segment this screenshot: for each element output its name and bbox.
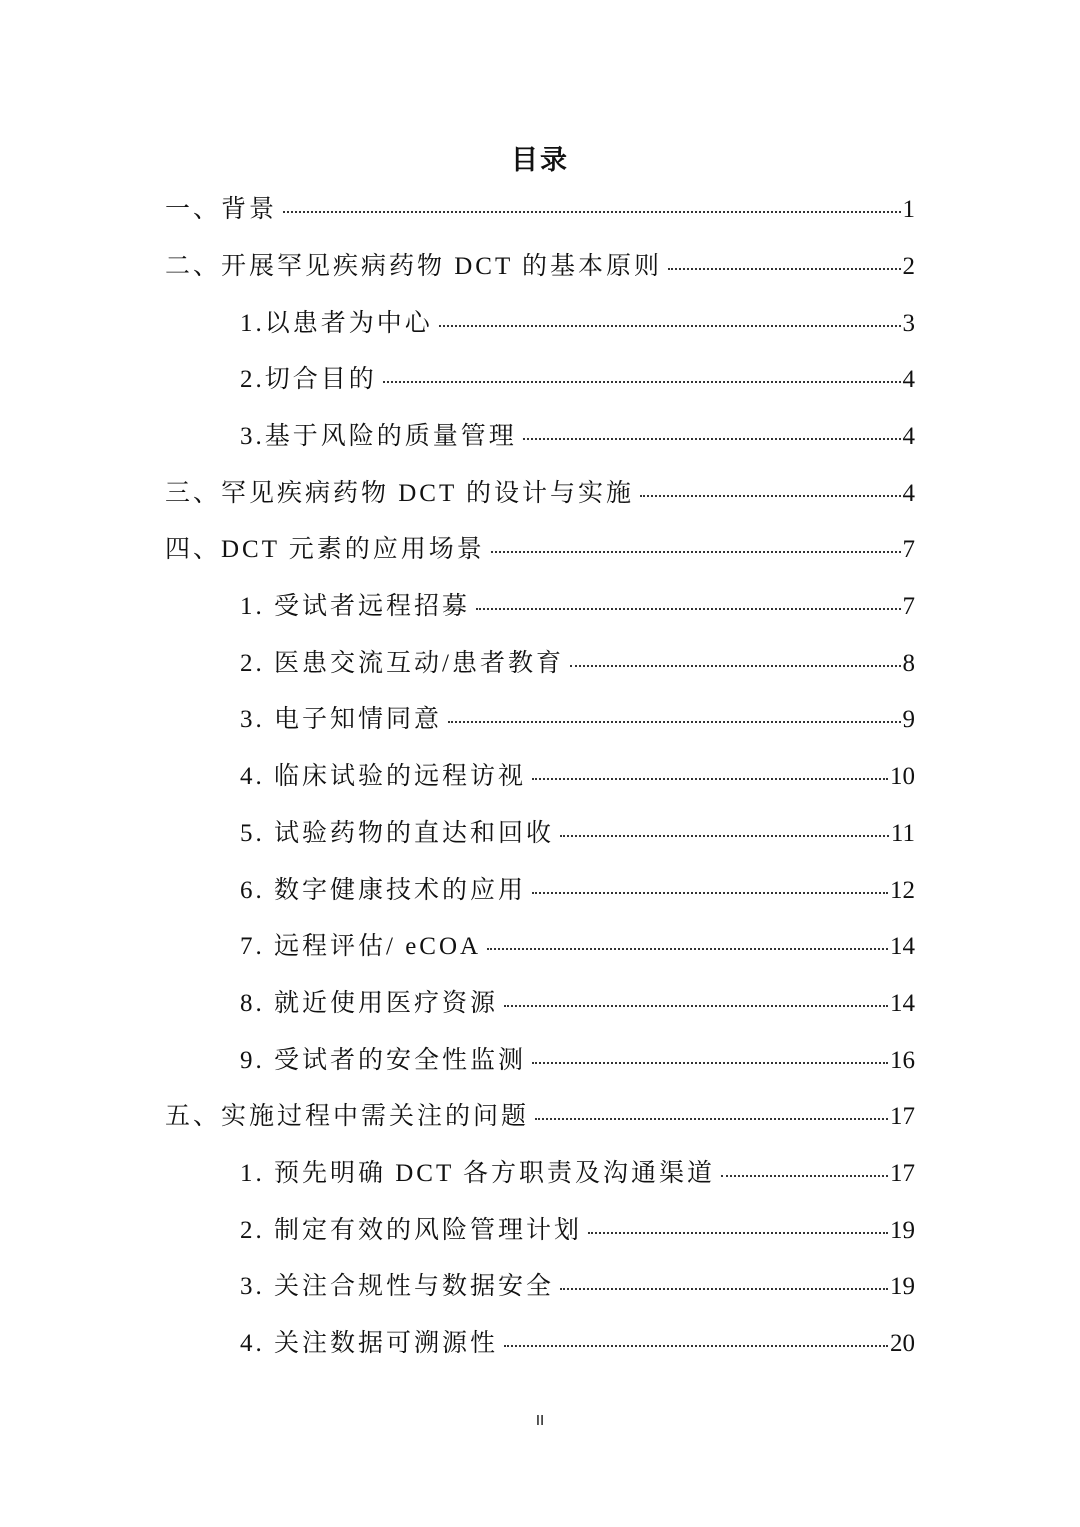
dot-leader <box>448 721 900 723</box>
toc-entry[interactable] <box>240 871 915 911</box>
toc-entry-page: 3 <box>902 310 915 337</box>
toc-entry-label: 四、DCT 元素的应用场景 <box>165 536 485 563</box>
toc-entry-page: 4 <box>902 366 915 393</box>
toc-entry-label: 5. 试验药物的直达和回收 <box>240 820 555 847</box>
dot-leader <box>721 1175 888 1177</box>
toc-entry-page: 8 <box>902 650 915 677</box>
toc-entry[interactable] <box>240 1267 915 1307</box>
dot-leader <box>560 835 889 837</box>
toc-entry-page: 17 <box>890 1103 915 1130</box>
toc-entry-page: 1 <box>902 196 915 223</box>
toc-entry-label: 7. 远程评估/ eCOA <box>240 933 482 960</box>
toc-entry[interactable] <box>165 247 915 287</box>
toc-entry-label: 2. 医患交流互动/患者教育 <box>240 650 564 677</box>
toc-entry[interactable] <box>240 644 915 684</box>
toc-entry[interactable] <box>240 360 915 400</box>
dot-leader <box>491 551 901 553</box>
dot-leader <box>535 1118 888 1120</box>
toc-entry-label: 五、实施过程中需关注的问题 <box>165 1103 530 1130</box>
toc-entry[interactable] <box>240 1041 915 1081</box>
toc-entry-label: 1. 预先明确 DCT 各方职责及沟通渠道 <box>240 1160 716 1187</box>
dot-leader <box>487 948 888 950</box>
toc-entry-page: 4 <box>902 423 915 450</box>
toc-entry-label: 二、开展罕见疾病药物 DCT 的基本原则 <box>165 253 663 280</box>
toc-entry-label: 4. 临床试验的远程访视 <box>240 763 527 790</box>
toc-entry[interactable] <box>240 814 915 854</box>
toc-entry-page: 2 <box>902 253 915 280</box>
toc-entry-page: 14 <box>890 933 915 960</box>
dot-leader <box>523 438 901 440</box>
toc-entry-label: 3. 关注合规性与数据安全 <box>240 1273 555 1300</box>
toc-entry-page: 19 <box>890 1217 915 1244</box>
toc-entry-page: 11 <box>890 820 915 847</box>
toc-entry[interactable] <box>240 417 915 457</box>
toc-entry-label: 三、罕见疾病药物 DCT 的设计与实施 <box>165 480 635 507</box>
toc-entry-label: 9. 受试者的安全性监测 <box>240 1047 527 1074</box>
toc-entry-page: 16 <box>890 1047 915 1074</box>
toc-entry-label: 2. 制定有效的风险管理计划 <box>240 1217 583 1244</box>
toc-entry[interactable] <box>165 530 915 570</box>
dot-leader <box>668 268 900 270</box>
toc-entry-page: 7 <box>902 593 915 620</box>
toc-entry-label: 1. 受试者远程招募 <box>240 593 471 620</box>
toc-entry-page: 7 <box>902 536 915 563</box>
toc-entry-page: 12 <box>890 877 915 904</box>
dot-leader <box>532 892 888 894</box>
toc-entry[interactable] <box>240 984 915 1024</box>
page-number: II <box>535 1412 545 1429</box>
toc-entry-page: 17 <box>890 1160 915 1187</box>
toc-entry-label: 8. 就近使用医疗资源 <box>240 990 499 1017</box>
toc-entry-page: 10 <box>890 763 915 790</box>
dot-leader <box>504 1005 888 1007</box>
toc-entry[interactable] <box>240 1154 915 1194</box>
dot-leader <box>476 608 900 610</box>
toc-entry-label: 一、背景 <box>165 196 278 223</box>
dot-leader <box>532 1062 888 1064</box>
toc-title: 目录 <box>511 145 569 176</box>
toc-entry[interactable] <box>240 1324 915 1364</box>
toc-entry[interactable] <box>165 474 915 514</box>
toc-entry-label: 3. 电子知情同意 <box>240 706 443 733</box>
dot-leader <box>283 211 900 213</box>
toc-entry-page: 4 <box>902 480 915 507</box>
dot-leader <box>588 1232 888 1234</box>
toc-entry[interactable] <box>240 304 915 344</box>
toc-entry[interactable] <box>240 757 915 797</box>
toc-entry-label: 4. 关注数据可溯源性 <box>240 1330 499 1357</box>
dot-leader <box>383 381 901 383</box>
toc-entry[interactable] <box>240 587 915 627</box>
toc-entry[interactable] <box>165 1097 915 1137</box>
dot-leader <box>640 495 900 497</box>
dot-leader <box>532 778 888 780</box>
dot-leader <box>504 1345 888 1347</box>
toc-entry[interactable] <box>240 700 915 740</box>
toc-entry-label: 2.切合目的 <box>240 366 377 393</box>
toc-entry-label: 1.以患者为中心 <box>240 310 433 337</box>
toc-entry-label: 3.基于风险的质量管理 <box>240 423 517 450</box>
toc-entry[interactable] <box>240 1211 915 1251</box>
toc-entry-page: 14 <box>890 990 915 1017</box>
dot-leader <box>560 1288 888 1290</box>
toc-entry-page: 20 <box>890 1330 915 1357</box>
toc-entry[interactable] <box>165 190 915 230</box>
toc-entry-label: 6. 数字健康技术的应用 <box>240 877 527 904</box>
dot-leader <box>570 665 901 667</box>
toc-entry-page: 9 <box>902 706 915 733</box>
toc-entry-page: 19 <box>890 1273 915 1300</box>
toc-entry[interactable] <box>240 927 915 967</box>
dot-leader <box>439 325 901 327</box>
